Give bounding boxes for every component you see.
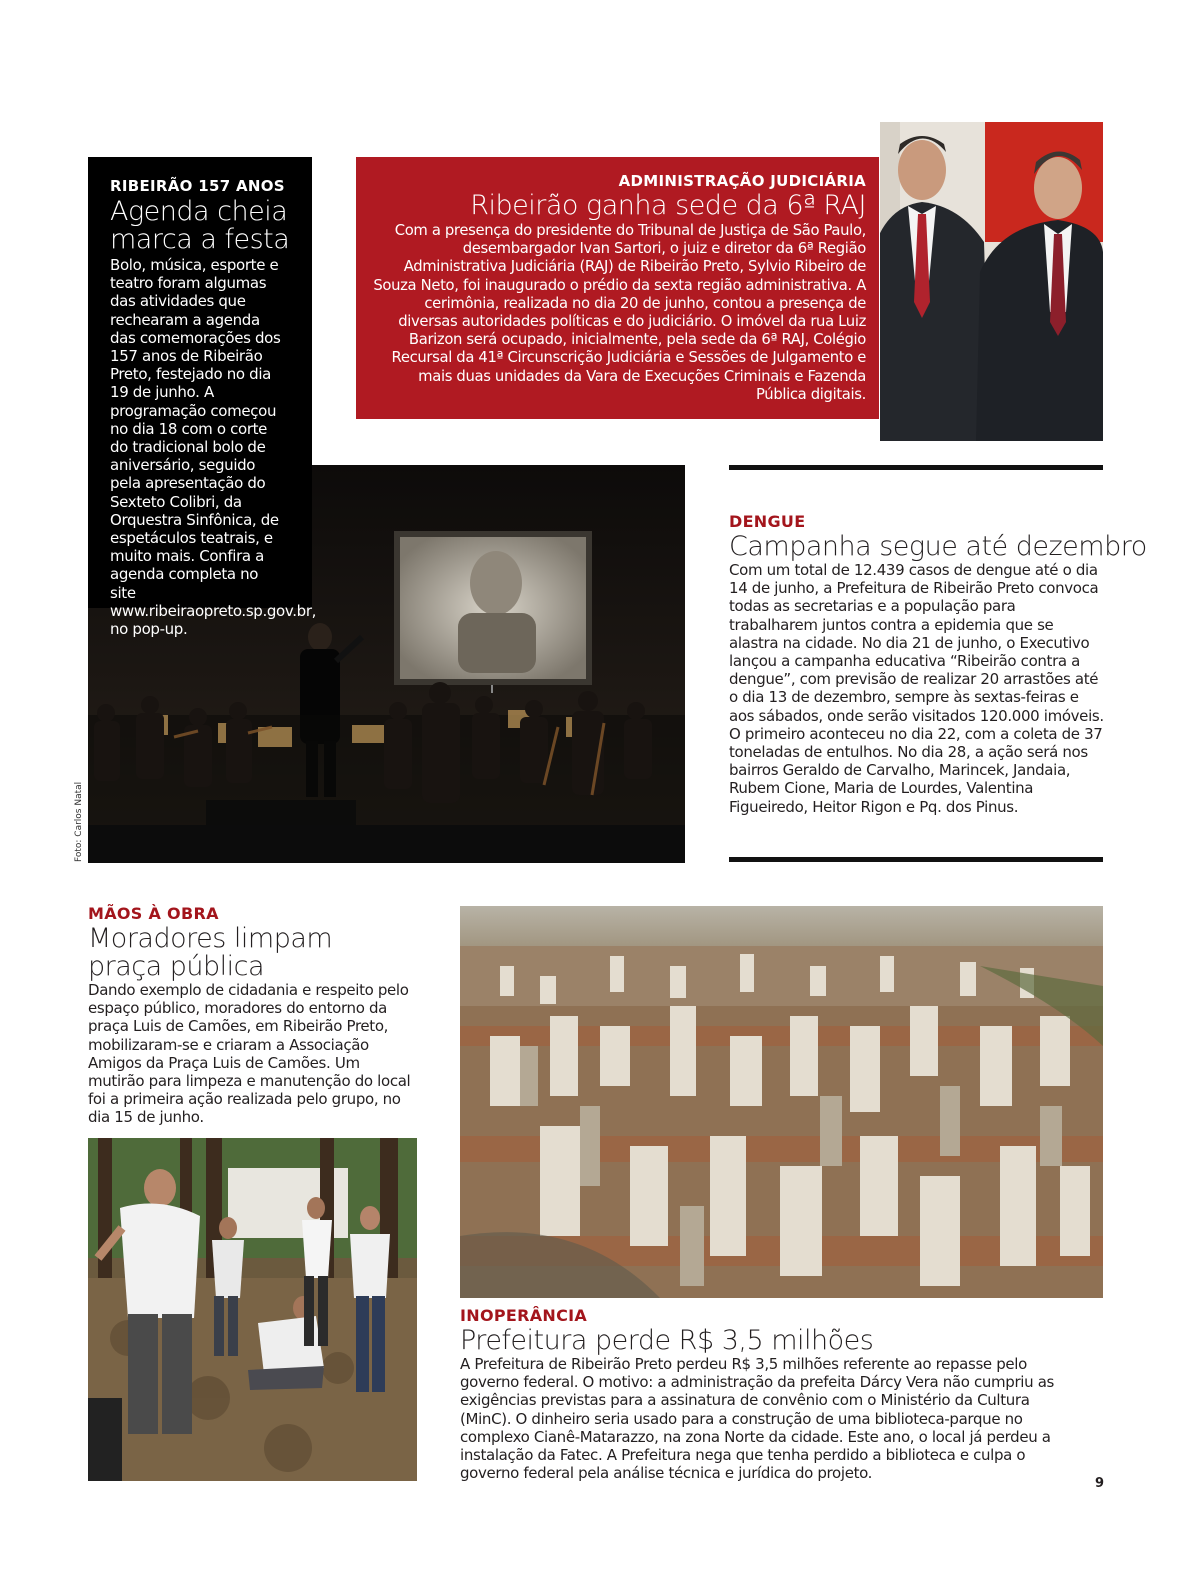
ribeirao-body: Bolo, música, esporte e teatro foram algumas das atividades que rechearam a agenda das comemorações dos 157 anos de Ribeirão Preto, festejado no dia 19 de junho. A programação começou no dia 18 com o corte do tradicional bolo de aniversário, seguido pela apresentação do Sexteto Colibri, da Orquestra Sinfônica, de espetáculos teatrais, e muito mais. Confira a agenda completa no site www.ribeiraopreto.sp.gov.br, no pop-up. <box>110 256 317 639</box>
dengue-article <box>729 512 1147 816</box>
dengue-kicker: DENGUE <box>729 512 806 531</box>
ribeirao-headline <box>110 198 300 254</box>
city-aerial-photo <box>460 906 1103 1298</box>
ribeirao-kicker: RIBEIRÃO 157 ANOS <box>110 177 285 195</box>
dengue-body: Com um total de 12.439 casos de dengue até o dia 14 de junho, a Prefeitura de Ribeirão Preto convoca todas as secretarias e a população para trabalharem juntos contra a epidemia que se alastra na cidade. No dia 21 de junho, o Executivo lançou a campanha educativa “Ribeirão contra a dengue”, com previsão de realizar 20 arrastões até o dia 13 de dezembro, sempre às sextas-feiras e aos sábados, onde serão visitados 120.000 imóveis. O primeiro aconteceu no dia 22, com a coleta de 37 toneladas de entulhos. No dia 28, a ação será nos bairros Geraldo de Carvalho, Marincek, Jandaia, Rubem Cione, Maria de Lourdes, Valentina Figueiredo, Heitor Rigon e Pq. dos Pinus. <box>729 561 1104 816</box>
photo-credit: Foto: Carlos Natal <box>74 781 84 862</box>
maos-headline <box>88 925 418 981</box>
maos-headline-line-2: praça pública <box>88 951 265 982</box>
inoperancia-article <box>460 1306 1112 1482</box>
maos-headline-line-1: Moradores limpam <box>88 923 333 954</box>
dengue-headline: Campanha segue até dezembro <box>729 531 1147 562</box>
raj-headline: Ribeirão ganha sede da 6ª RAJ <box>470 190 866 221</box>
ribeirao-anniversary-article <box>110 177 317 639</box>
maos-article <box>88 904 418 1127</box>
ribeirao-headline-line-2: marca a festa <box>110 224 290 255</box>
inoperancia-body: A Prefeitura de Ribeirão Preto perdeu R$ 3,5 milhões referente ao repasse pelo governo federal. O motivo: a administração da prefeita Dárcy Vera não cumpriu as exigências previstas para a assinatura de convênio com o Ministério da Cultura (MinC). O dinheiro seria usado para a construção de uma biblioteca-parque no complexo Cianê-Matarazzo, na zona Norte da cidade. Este ano, o local já perdeu a instalação da Fatec. A Prefeitura nega que tenha perdido a biblioteca e culpa o governo federal pela análise técnica e jurídica do projeto. <box>460 1355 1054 1483</box>
park-cleanup-photo <box>88 1138 417 1481</box>
dengue-top-rule <box>729 465 1103 470</box>
ribeirao-headline-line-1: Agenda cheia <box>110 196 288 227</box>
raj-body: Com a presença do presidente do Tribunal de Justiça de São Paulo, desembargador Ivan Sartori, o juiz e diretor da 6ª Região Administrativa Judiciária (RAJ) de Ribeirão Preto, Sylvio Ribeiro de Souza Neto, foi inaugurado o prédio da sexta região administrativa. A cerimônia, realizada no dia 20 de junho, contou a presença de diversas autoridades políticas e do judiciário. O imóvel da rua Luiz Barizon será ocupado, inicialmente, pela sede da 6ª RAJ, Colégio Recursal da 41ª Circunscrição Judiciária e Sessões de Julgamento e mais duas unidades da Vara de Execuções Criminais e Fazenda Pública digitais. <box>373 222 866 403</box>
dengue-bottom-rule <box>729 857 1103 862</box>
maos-body: Dando exemplo de cidadania e respeito pelo espaço público, moradores do entorno da praça Luis de Camões, em Ribeirão Preto, mobilizaram-se e criaram a Associação Amigos da Praça Luis de Camões. Um mutirão para limpeza e manutenção do local foi a primeira ação realizada pelo grupo, no dia 15 de junho. <box>88 981 411 1127</box>
raj-article <box>364 172 866 404</box>
inoperancia-headline: Prefeitura perde R$ 3,5 milhões <box>460 1325 874 1356</box>
page-number: 9 <box>1094 1476 1104 1491</box>
raj-kicker: ADMINISTRAÇÃO JUDICIÁRIA <box>618 172 866 190</box>
maos-kicker: MÃOS À OBRA <box>88 904 219 923</box>
officials-photo <box>880 122 1103 441</box>
inoperancia-kicker: INOPERÂNCIA <box>460 1306 588 1325</box>
